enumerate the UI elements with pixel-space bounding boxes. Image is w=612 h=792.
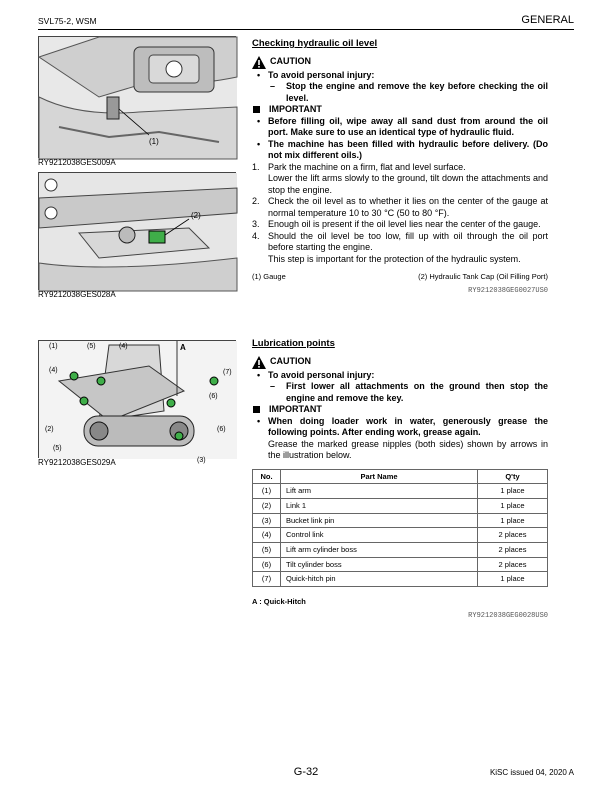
figure-hydraulic-tank-cap <box>38 172 236 290</box>
callout-a: A <box>180 343 186 352</box>
section-hydraulic-oil <box>252 38 548 297</box>
caption-gauge: (1) Gauge <box>252 272 286 281</box>
header-section: GENERAL <box>521 14 574 26</box>
column-header: No. <box>253 469 281 484</box>
important-heading: IMPORTANT <box>252 404 548 416</box>
figure-captions <box>252 271 548 283</box>
column-header: Q'ty <box>478 469 548 484</box>
section-code: RY9212038GEG0028US0 <box>468 611 548 620</box>
figure-id: RY9212038GES009A <box>38 158 116 167</box>
section-code: RY9212038GEG0027US0 <box>468 286 548 295</box>
square-bullet-icon <box>253 406 260 413</box>
callout-3: (3) <box>197 457 206 464</box>
lubrication-table <box>252 469 548 588</box>
caution-block <box>252 56 548 69</box>
figure-id: RY9212038GES029A <box>38 458 116 467</box>
table-row: (6) Tilt cylinder boss 2 places <box>253 557 548 572</box>
table-row: (2) Link 1 1 place <box>253 498 548 513</box>
table-row: (4) Control link 2 places <box>253 528 548 543</box>
square-bullet-icon <box>253 106 260 113</box>
callout-2: (2) <box>45 426 54 433</box>
header-doc-title: SVL75-2, WSM <box>38 16 97 26</box>
table-header-row <box>253 469 548 484</box>
step-sub: Lower the lift arms slowly to the ground, tilt down the attachments and stop the engine. <box>268 173 548 195</box>
caution-bullet: • To avoid personal injury: <box>252 70 548 82</box>
step-sub: This step is important for the protection of the hydraulic system. <box>268 253 521 264</box>
step: 3. Enough oil is present if the oil level lies near the center of the gauge. <box>252 219 541 229</box>
page-number: G-32 <box>293 766 319 778</box>
important-item: • When doing loader work in water, generously grease the following points. After ending work, grease again. <box>252 416 548 439</box>
callout-4: (4) <box>49 367 58 374</box>
caption-tank-cap: (2) Hydraulic Tank Cap (Oil Filling Port) <box>418 272 548 281</box>
callout-2: (2) <box>191 211 201 220</box>
caution-block <box>252 356 548 369</box>
caution-label: CAUTION <box>270 56 311 67</box>
callout-7: (7) <box>223 369 232 376</box>
issue-note: KiSC issued 04, 2020 A <box>489 768 574 777</box>
callout-6: (6) <box>217 426 226 433</box>
header-divider <box>38 29 574 30</box>
warning-icon <box>252 56 266 69</box>
callout-1: (1) <box>49 343 58 350</box>
callout-5: (5) <box>53 445 62 452</box>
figure-id: RY9212038GES028A <box>38 290 116 299</box>
step: 4. Should the oil level be too low, fill up with oil through the oil port before starting the engine. <box>252 230 548 252</box>
figure-hydraulic-gauge <box>38 36 236 158</box>
table-row: (7) Quick-hitch pin 1 place <box>253 572 548 587</box>
table-row: (1) Lift arm 1 place <box>253 484 548 499</box>
caution-dash: – Stop the engine and remove the key before checking the oil level. <box>252 81 548 104</box>
section-title: Checking hydraulic oil level <box>252 38 378 49</box>
warning-icon <box>252 356 266 369</box>
callout-4: (4) <box>119 343 128 350</box>
figure-note: A : Quick-Hitch <box>252 597 306 606</box>
caution-label: CAUTION <box>270 356 311 367</box>
caution-dash: – First lower all attachments on the ground then stop the engine and remove the key. <box>252 381 548 404</box>
instruction-text: Grease the marked grease nipples (both sides) shown by arrows in the illustration below. <box>268 438 548 460</box>
callout-6: (6) <box>209 393 218 400</box>
section-title: Lubrication points <box>252 338 335 349</box>
caution-bullet: • To avoid personal injury: <box>252 370 548 382</box>
callout-5: (5) <box>87 343 96 350</box>
table-row: (5) Lift arm cylinder boss 2 places <box>253 542 548 557</box>
important-heading: IMPORTANT <box>252 104 548 116</box>
step: 1. Park the machine on a firm, flat and level surface. <box>252 161 466 172</box>
callout-1: (1) <box>149 137 159 146</box>
important-item: • Before filling oil, wipe away all sand dust from around the oil port. Make sure to use an identical type of hydraulic fluid. <box>252 116 548 139</box>
important-item: • The machine has been filled with hydraulic before delivery. (Do not mix different oils.) <box>252 139 548 162</box>
column-header: Part Name <box>281 469 478 484</box>
step: 2. Check the oil level as to whether it lies on the center of the gauge at normal temperature 10 to 30 °C (50 to 80 °F). <box>252 196 548 218</box>
table-row: (3) Bucket link pin 1 place <box>253 513 548 528</box>
section-lubrication <box>252 338 548 622</box>
